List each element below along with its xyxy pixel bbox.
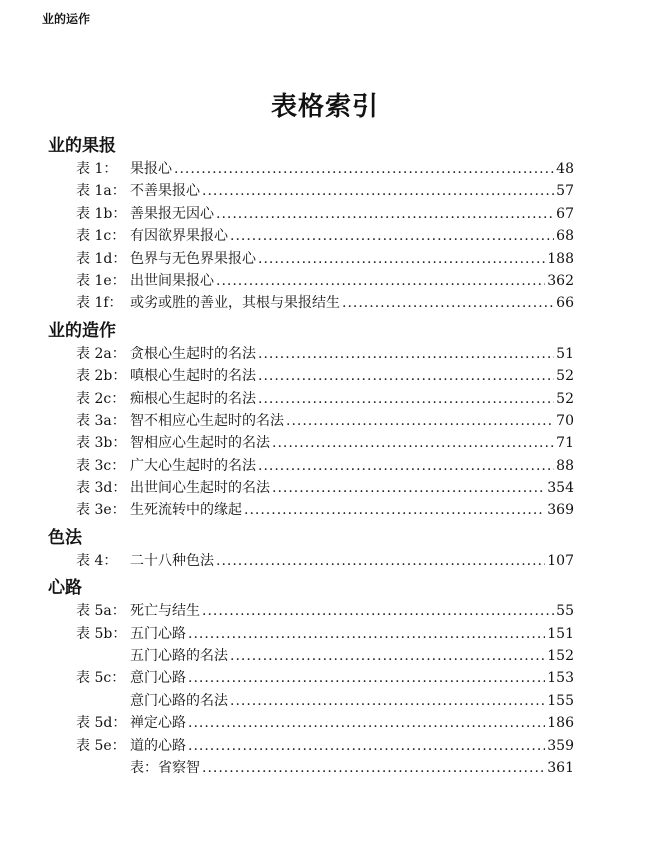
table-title: 痴根心生起时的名法 bbox=[130, 390, 256, 407]
page-number: 359 bbox=[547, 737, 574, 754]
page-number: 354 bbox=[547, 480, 574, 497]
table-title: 果报心 bbox=[130, 161, 172, 177]
table-title: 二十八种色法 bbox=[130, 552, 214, 569]
dot-leader bbox=[230, 690, 545, 712]
toc-entry[interactable] bbox=[48, 270, 574, 292]
table-label: 表 2b： bbox=[76, 368, 127, 385]
page-number: 107 bbox=[547, 552, 574, 569]
toc-entry[interactable] bbox=[48, 410, 574, 432]
table-title: 意门心路的名法 bbox=[130, 692, 228, 709]
toc-entry[interactable] bbox=[48, 388, 574, 410]
table-title: 不善果报心 bbox=[130, 183, 200, 200]
page-number: 151 bbox=[547, 625, 574, 642]
page-number: 55 bbox=[556, 603, 574, 620]
page-number: 51 bbox=[556, 345, 574, 362]
page-number: 369 bbox=[547, 502, 574, 519]
toc-entry[interactable] bbox=[48, 735, 574, 757]
toc-entry[interactable] bbox=[48, 248, 574, 270]
table-title: 嗔根心生起时的名法 bbox=[130, 368, 256, 385]
section-heading: 心路 bbox=[48, 578, 82, 599]
dot-leader bbox=[258, 455, 554, 477]
table-label: 表 5e： bbox=[76, 737, 126, 754]
table-title: 意门心路 bbox=[130, 670, 186, 687]
page-number: 52 bbox=[556, 368, 574, 385]
toc-entry[interactable] bbox=[48, 225, 574, 247]
page-number: 188 bbox=[547, 250, 574, 267]
toc-entry[interactable] bbox=[48, 432, 574, 454]
toc-entry[interactable] bbox=[48, 600, 574, 622]
table-label: 表 2c： bbox=[76, 390, 126, 407]
dot-leader bbox=[286, 410, 554, 432]
table-label: 表 5a： bbox=[76, 603, 126, 620]
table-label: 表 1e： bbox=[76, 272, 126, 289]
dot-leader bbox=[258, 248, 545, 270]
table-label: 表 3c： bbox=[76, 457, 126, 474]
toc-entry[interactable] bbox=[48, 292, 574, 314]
page-number: 152 bbox=[547, 648, 574, 665]
running-header: 业的运作 bbox=[42, 12, 91, 26]
page-number: 153 bbox=[547, 670, 574, 687]
page-number: 52 bbox=[556, 390, 574, 407]
dot-leader bbox=[244, 499, 545, 521]
table-title: 表：省察智 bbox=[130, 759, 200, 776]
table-title: 或劣或胜的善业，其根与果报结生 bbox=[130, 295, 340, 312]
dot-leader bbox=[188, 712, 545, 734]
toc-entry[interactable] bbox=[48, 203, 574, 225]
page-number: 57 bbox=[556, 183, 574, 200]
table-label: 表 1a： bbox=[76, 183, 126, 200]
table-title: 五门心路 bbox=[130, 625, 186, 642]
table-title: 生死流转中的缘起 bbox=[130, 502, 242, 519]
toc-entry[interactable] bbox=[48, 550, 574, 572]
dot-leader bbox=[188, 623, 545, 645]
table-label: 表 2a： bbox=[76, 345, 126, 362]
toc-entry[interactable] bbox=[48, 712, 574, 734]
dot-leader bbox=[188, 735, 545, 757]
toc-entry[interactable] bbox=[48, 667, 574, 689]
page-number: 362 bbox=[547, 272, 574, 289]
table-label: 表 3a： bbox=[76, 412, 126, 429]
toc-entry[interactable] bbox=[48, 477, 574, 499]
table-label: 表 5c： bbox=[76, 670, 126, 687]
dot-leader bbox=[230, 645, 545, 667]
dot-leader bbox=[202, 757, 545, 779]
table-title: 禅定心路 bbox=[130, 715, 186, 732]
toc-entry[interactable] bbox=[48, 365, 574, 387]
table-label: 表 1d： bbox=[76, 250, 127, 267]
table-title: 贪根心生起时的名法 bbox=[130, 345, 256, 362]
page-number: 186 bbox=[547, 715, 574, 732]
toc-entry[interactable] bbox=[48, 499, 574, 521]
dot-leader bbox=[216, 203, 554, 225]
toc-entry[interactable] bbox=[48, 455, 574, 477]
dot-leader bbox=[258, 365, 554, 387]
table-title: 智相应心生起时的名法 bbox=[130, 435, 270, 452]
table-label: 表 4： bbox=[76, 552, 118, 569]
table-label: 表 1c： bbox=[76, 228, 126, 245]
dot-leader bbox=[216, 550, 545, 572]
table-label: 表 5d： bbox=[76, 715, 127, 732]
table-label: 表 1b： bbox=[76, 205, 127, 222]
dot-leader bbox=[258, 343, 554, 365]
page-title: 表格索引 bbox=[270, 92, 379, 122]
toc-entry[interactable] bbox=[48, 645, 574, 667]
page-number: 67 bbox=[556, 205, 574, 222]
table-title: 有因欲界果报心 bbox=[130, 228, 228, 245]
table-label: 表 1f： bbox=[76, 295, 123, 312]
table-title: 智不相应心生起时的名法 bbox=[130, 412, 284, 429]
dot-leader bbox=[258, 388, 554, 410]
page-number: 361 bbox=[547, 759, 574, 776]
dot-leader bbox=[202, 600, 554, 622]
table-title: 出世间果报心 bbox=[130, 272, 214, 289]
section-heading: 色法 bbox=[48, 527, 82, 548]
page-number: 68 bbox=[556, 228, 574, 245]
table-title: 出世间心生起时的名法 bbox=[130, 480, 270, 497]
dot-leader bbox=[188, 667, 545, 689]
table-title: 善果报无因心 bbox=[130, 205, 214, 222]
toc-entry[interactable] bbox=[48, 343, 574, 365]
dot-leader bbox=[202, 180, 554, 202]
page-number: 66 bbox=[556, 295, 574, 312]
toc-entry[interactable] bbox=[48, 158, 574, 180]
page-number: 71 bbox=[556, 435, 574, 452]
toc-entry[interactable] bbox=[48, 180, 574, 202]
table-title: 五门心路的名法 bbox=[130, 648, 228, 665]
table-index bbox=[48, 134, 574, 779]
section-heading: 业的造作 bbox=[48, 320, 116, 341]
table-label: 表 5b： bbox=[76, 625, 127, 642]
table-title: 色界与无色界果报心 bbox=[130, 250, 256, 267]
page-number: 155 bbox=[547, 692, 574, 709]
table-label: 表 3e： bbox=[76, 502, 126, 519]
table-title: 死亡与结生 bbox=[130, 603, 200, 620]
dot-leader bbox=[272, 432, 554, 454]
toc-entry[interactable] bbox=[48, 757, 574, 779]
page-number: 48 bbox=[556, 161, 574, 177]
page-number: 70 bbox=[556, 412, 574, 429]
section-heading: 业的果报 bbox=[48, 136, 116, 156]
toc-entry[interactable] bbox=[48, 623, 574, 645]
dot-leader bbox=[230, 225, 554, 247]
table-label: 表 3b： bbox=[76, 435, 127, 452]
dot-leader bbox=[174, 158, 554, 180]
table-label: 表 1： bbox=[76, 161, 118, 177]
toc-entry[interactable] bbox=[48, 690, 574, 712]
table-title: 道的心路 bbox=[130, 737, 186, 754]
dot-leader bbox=[216, 270, 545, 292]
page-number: 88 bbox=[556, 457, 574, 474]
table-label: 表 3d： bbox=[76, 480, 127, 497]
table-title: 广大心生起时的名法 bbox=[130, 457, 256, 474]
dot-leader bbox=[342, 292, 554, 314]
dot-leader bbox=[272, 477, 545, 499]
